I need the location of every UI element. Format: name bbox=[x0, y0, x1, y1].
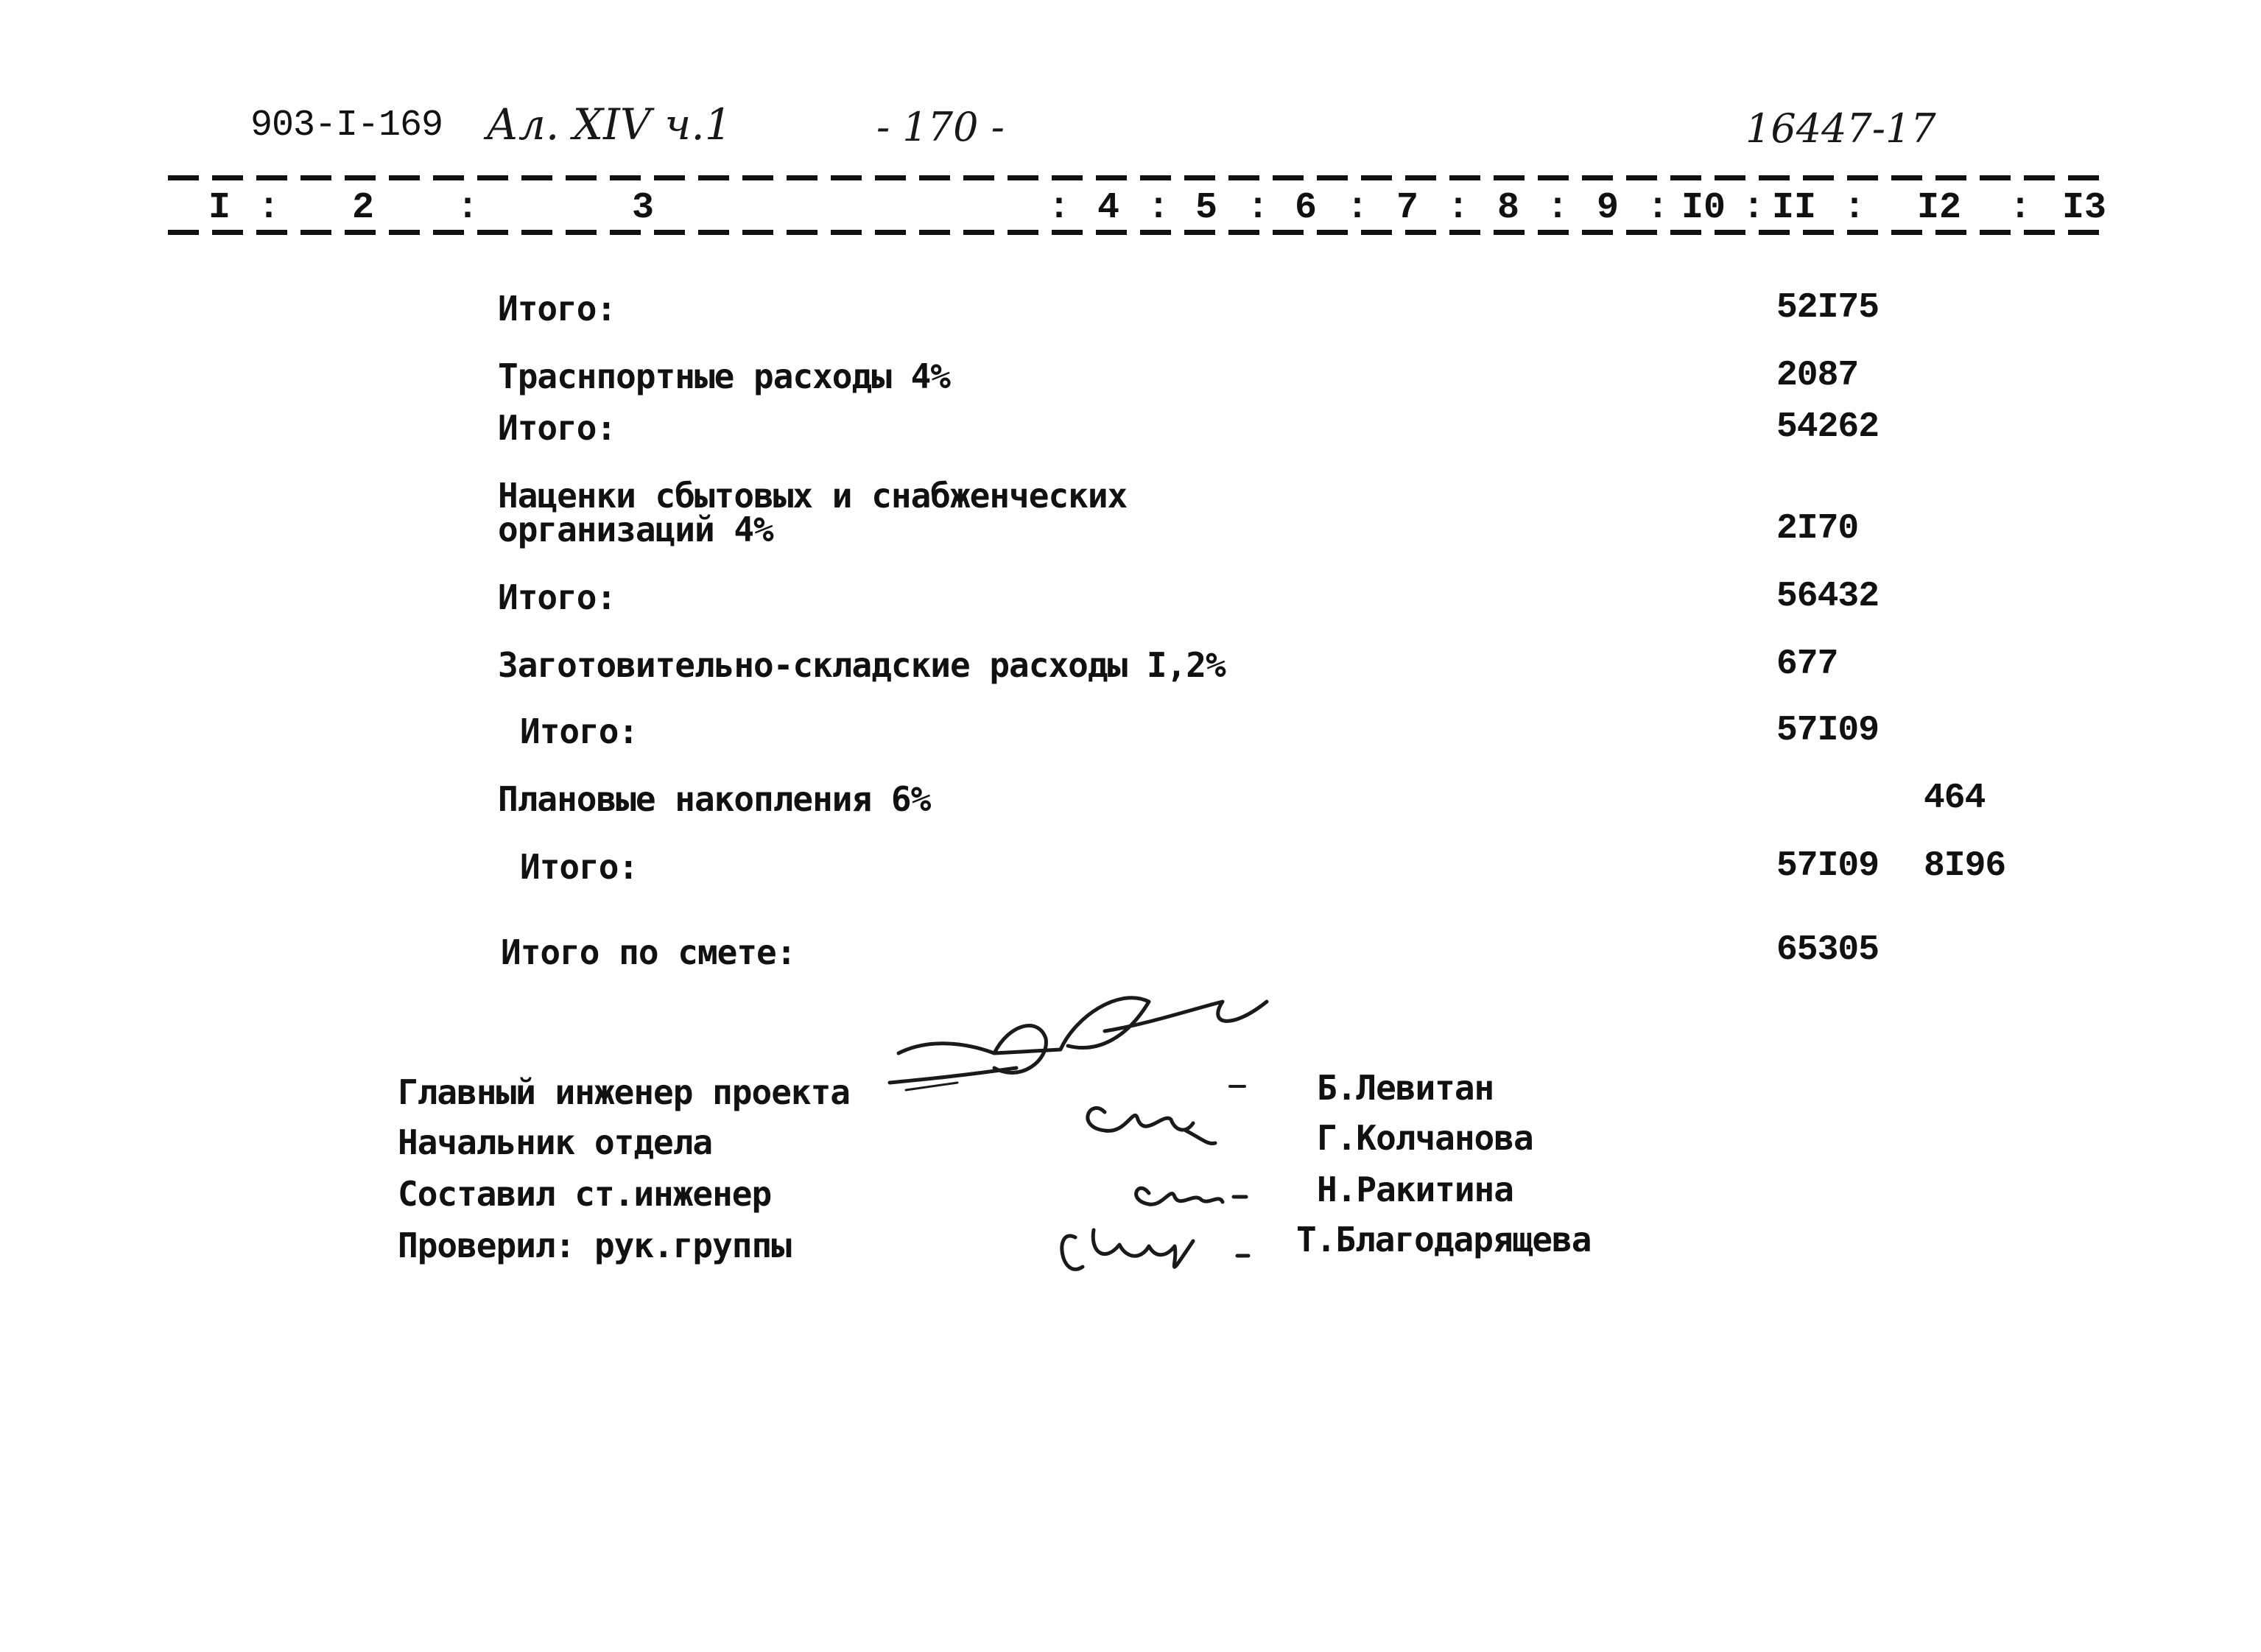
row-value-planned-savings: 464 bbox=[1924, 778, 1986, 818]
row-value-subtotal-5-col12: 8I96 bbox=[1924, 846, 2006, 886]
signature-role-chief-engineer: Главный инженер проекта bbox=[398, 1072, 850, 1112]
signature-role-compiler: Составил ст.инженер bbox=[398, 1174, 772, 1214]
row-label-subtotal-5: Итого: bbox=[520, 847, 639, 887]
signature-name-department-head: Г.Колчанова bbox=[1317, 1118, 1533, 1158]
header-bottom-rule bbox=[168, 230, 2101, 235]
album-number: Ал. XIV ч.1 bbox=[486, 99, 732, 150]
row-label-transport: Траснпортные расходы 4% bbox=[498, 356, 950, 396]
handwritten-signatures bbox=[884, 972, 1385, 1296]
signature-name-chief-engineer: Б.Левитан bbox=[1317, 1068, 1494, 1108]
row-value-subtotal-3: 56432 bbox=[1776, 577, 1880, 616]
signature-name-compiler: Н.Ракитина bbox=[1317, 1170, 1513, 1209]
row-value-grand-total: 65305 bbox=[1776, 930, 1880, 970]
col-number-11: II bbox=[1772, 187, 1817, 229]
row-value-subtotal-4: 57I09 bbox=[1776, 711, 1880, 751]
col-number-9: 9 bbox=[1597, 187, 1620, 229]
signature-name-checker: Т.Благодарящева bbox=[1296, 1220, 1592, 1259]
signature-role-department-head: Начальник отдела bbox=[398, 1122, 713, 1162]
col-number-1: I bbox=[208, 187, 231, 229]
project-code: 903-I-169 bbox=[250, 105, 443, 147]
row-label-planned-savings: Плановые накопления 6% bbox=[498, 779, 931, 819]
col-number-5: 5 bbox=[1195, 187, 1218, 229]
row-value-transport: 2087 bbox=[1776, 356, 1859, 396]
row-label-subtotal-3: Итого: bbox=[498, 577, 616, 617]
row-value-storage: 677 bbox=[1776, 644, 1838, 684]
row-label-subtotal-4: Итого: bbox=[520, 711, 639, 751]
col-number-13: I3 bbox=[2062, 187, 2107, 229]
page-number: - 170 - bbox=[876, 104, 1005, 150]
col-number-4: 4 bbox=[1097, 187, 1120, 229]
row-label-markup-line-1: Наценки сбытовых и снабженческих bbox=[498, 476, 1128, 516]
row-label-subtotal-2: Итого: bbox=[498, 408, 616, 448]
row-label-grand-total: Итого по смете: bbox=[501, 932, 796, 972]
signature-role-checker: Проверил: рук.группы bbox=[398, 1226, 791, 1265]
row-label-subtotal-1: Итого: bbox=[498, 289, 616, 328]
row-value-markup: 2I70 bbox=[1776, 509, 1859, 549]
col-number-10: I0 bbox=[1681, 187, 1726, 229]
row-value-subtotal-1: 52I75 bbox=[1776, 288, 1880, 328]
col-number-3: 3 bbox=[632, 187, 655, 229]
col-number-8: 8 bbox=[1497, 187, 1520, 229]
col-number-2: 2 bbox=[352, 187, 375, 229]
col-number-7: 7 bbox=[1396, 187, 1419, 229]
row-value-subtotal-5-col11: 57I09 bbox=[1776, 846, 1880, 886]
row-value-subtotal-2: 54262 bbox=[1776, 407, 1880, 447]
col-number-6: 6 bbox=[1295, 187, 1318, 229]
row-label-markup-line-2: организаций 4% bbox=[498, 510, 773, 549]
col-number-12: I2 bbox=[1917, 187, 1962, 229]
document-number: 16447-17 bbox=[1745, 105, 1936, 152]
row-label-storage: Заготовительно-складские расходы I,2% bbox=[498, 645, 1226, 685]
column-number-header: I : 2 : 3 : 4 : 5 : 6 : 7 : 8 : 9 : I0 : II : I2 : I3 bbox=[208, 187, 2107, 229]
header-top-rule bbox=[168, 175, 2101, 180]
